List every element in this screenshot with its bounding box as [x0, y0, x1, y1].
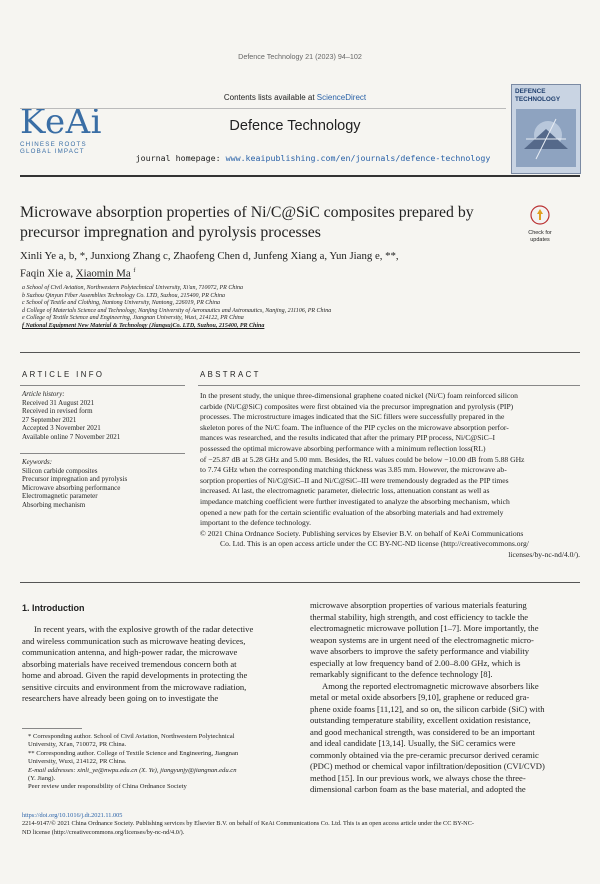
footnote-line: (Y. Jiang).: [28, 775, 56, 783]
article-info-heading: ARTICLE INFO: [22, 370, 105, 379]
publisher-logo[interactable]: [20, 102, 120, 155]
masthead-rule-top: [20, 108, 506, 109]
keyword-item: Electromagnetic parameter: [22, 492, 98, 501]
intro-line: weapon systems are in urgent need of the electromagnetic micro-: [310, 634, 534, 645]
intro-line: phene oxide foams [11,12], and so on, the silicon carbide (SiC) with: [310, 703, 545, 714]
intro-line: absorbing materials have received tremendous concern both at: [22, 658, 237, 669]
intro-heading: 1. Introduction: [22, 603, 85, 613]
intro-line: dimensional carbon foam as the base material, and adopted the: [310, 784, 526, 794]
intro-line: communication antenna, and high-power radar, the microwave: [22, 647, 238, 657]
intro-line: home and abroad. Given the rapid developments in protecting the: [22, 670, 248, 680]
bottom-license: [22, 812, 582, 837]
check-updates-icon: [530, 205, 550, 225]
keyword-item: Microwave absorbing performance: [22, 483, 121, 492]
abstract-copyright-3: licenses/by-nc-nd/4.0/).: [508, 549, 580, 559]
footnote-line: * Corresponding author. School of Civil Aviation, Northwestern Polytechnical: [28, 733, 235, 740]
homepage-link[interactable]: www.keaipublishing.com/en/journals/defence-technology: [225, 153, 491, 163]
abstract-line: mances was researched, and the results indicated that after the primary PIP process, Ni/C@SiC–I: [200, 433, 495, 443]
journal-homepage: journal homepage: www.keaipublishing.com/en/journals/defence-technology: [135, 153, 491, 163]
affiliations: [22, 285, 582, 331]
logo-tagline-1: CHINESE ROOTS: [20, 141, 87, 148]
intro-line: and good mechanical strength, was considered to be an important: [310, 726, 535, 737]
footnote-emails: E-mail addresses: xinli_ye@nwpu.edu.cn (X. Ye), jiangyunjy@jiangnan.edu.cn: [28, 766, 237, 774]
abstract-rule: [198, 385, 580, 386]
authors-line-1: Xinli Ye a, b, *, Junxiong Zhang c, Zhaofeng Chen d, Junfeng Xiang a, Yun Jiang e, **,: [20, 250, 399, 262]
intro-line: and wireless communication such as microwave heating devices,: [22, 635, 246, 646]
keywords-rule: [20, 453, 185, 454]
sciencedirect-link[interactable]: ScienceDirect: [316, 93, 367, 102]
intro-line: outstanding temperature stability, excellent oxidation resistance,: [310, 715, 531, 725]
check-updates-line2: updates: [530, 236, 550, 243]
keyword-item: Silicon carbide composites: [22, 466, 98, 475]
journal-cover[interactable]: [511, 84, 581, 174]
license-line-2: ND license (http://creativecommons.org/licenses/by-nc-nd/4.0/).: [22, 828, 185, 836]
intro-right-column: [310, 600, 582, 796]
intro-line: metal or metal oxide absorbers [9,10], graphene or reduced gra-: [310, 692, 530, 702]
abstract-line: of −25.87 dB at 5.28 GHz and 5.00 mm. Besides, the RL values could be below −10.00 dB from 5.88 GHz: [200, 454, 525, 464]
cover-title-2: TECHNOLOGY: [515, 96, 561, 103]
authors: [20, 249, 520, 282]
keywords-label: Keywords:: [22, 458, 53, 466]
footnote-line: University, Xi'an, 710072, PR China.: [28, 741, 127, 749]
intro-line: especially at low frequency band of 2.00–8.00 GHz, which is: [310, 657, 521, 668]
keyword-item: Precursor impregnation and pyrolysis: [22, 475, 128, 484]
abstract-body: [200, 391, 580, 561]
article-history: [22, 390, 182, 442]
intro-line: Among the reported electromagnetic microwave absorbers like: [322, 680, 539, 691]
check-for-updates-badge[interactable]: [515, 205, 565, 243]
title-line-1: Microwave absorption properties of Ni/C@SiC composites prepared by: [20, 204, 474, 221]
keyword-item: Absorbing mechanism: [22, 500, 86, 509]
affiliations-rule: [20, 352, 580, 353]
history-revised-label: Received in revised form: [22, 407, 93, 416]
check-updates-line1: Check for: [528, 230, 552, 236]
masthead-rule-bottom: [20, 175, 580, 177]
abstract-line: impedance matching coefficient were further investigated to analyze the absorbing mechanism, which: [200, 496, 510, 506]
abstract-line: skeleton pores of the Ni/C foam. The influence of the PIP cycles on the microwave absorption perfor-: [200, 422, 509, 432]
footnotes: [28, 733, 294, 792]
abstract-line: carbide (Ni/C@SiC) composites were first obtained via the precursor impregnation and pyrolysis (PIP): [200, 401, 514, 411]
abstract-heading: ABSTRACT: [200, 370, 261, 379]
intro-line: and ideal candidate [13,14]. Usually, the SiC ceramics were: [310, 738, 516, 748]
cover-title-1: DEFENCE: [515, 88, 546, 95]
contents-available: Contents lists available at ScienceDirect: [223, 93, 367, 102]
intro-line: commonly obtained via the pre-ceramic precursor derived ceramic: [310, 749, 539, 760]
article-title: [20, 203, 510, 242]
title-line-2: precursor impregnation and pyrolysis processes: [20, 223, 321, 241]
affiliation-b: b Suzhou Qinyun Fiber Assemblies Technology Co. LTD, Suzhou, 215400, PR China: [22, 292, 226, 299]
doi-link[interactable]: https://doi.org/10.1016/j.dt.2021.11.005: [22, 812, 123, 819]
logo-main: KeAi: [20, 102, 103, 142]
intro-line: researchers have already been going on to investigate the: [22, 693, 219, 703]
affiliation-f: f National Equipment New Material & Technology (Jiangsu)Co. LTD, Suzhou, 215400, PR China: [22, 322, 265, 329]
intro-line: remarkably significant to the defence technology [8].: [310, 669, 493, 679]
intro-line: microwave absorption properties of various materials featuring: [310, 600, 527, 610]
article-info-rule: [20, 385, 185, 386]
abstract-line: increased. At last, the electromagnetic parameter, dielectric loss, attenuation constant as well as: [200, 486, 490, 496]
abstract-line: processes. The microstructure images indicated that the SiC fillers were successfully prepared in the: [200, 412, 505, 422]
intro-line: (PDC) method or chemical vapor infiltration/deposition (CVI/CVD): [310, 761, 545, 771]
affiliation-c: c School of Textile and Clothing, Nantong University, Nantong, 226019, PR China: [22, 300, 220, 307]
journal-title: Defence Technology: [229, 118, 361, 134]
abstract-line: important to the defence technology.: [200, 518, 312, 528]
history-revised-date: 27 September 2021: [22, 415, 77, 424]
affiliation-e: e College of Textile Science and Engineering, Jiangnan University, Wuxi, 214122, PR China: [22, 315, 244, 322]
history-received: Received 31 August 2021: [22, 398, 95, 407]
abstract-copyright-2: Co. Ltd. This is an open access article under the CC BY-NC-ND license (http://creativecommons.org/: [220, 539, 529, 549]
intro-left-column: [22, 624, 292, 705]
abstract-line: possessed the optimal microwave absorbing performance with a minimum reflection loss(RL): [200, 443, 486, 453]
history-online: Available online 7 November 2021: [22, 432, 121, 441]
cover-artwork: [516, 109, 576, 167]
intro-line: electromagnetic microwave pollution [1–7]. More importantly, the: [310, 623, 539, 633]
abstract-copyright-1: © 2021 China Ordnance Society. Publishing services by Elsevier B.V. on behalf of KeAi Communications: [200, 528, 524, 538]
abstract-line: opened a new path for the certain scientific evaluation of the absorbing materials and had extremely: [200, 507, 504, 517]
affiliation-d: d College of Materials Science and Technology, Nanjing University of Aeronautics and Astronautics, Nanjing, 211106, PR China: [22, 307, 332, 314]
author-xiaomin-ma[interactable]: Xiaomin Ma: [75, 267, 131, 280]
abstract-line: sorption properties of Ni/C@SiC–II and Ni/C@SiC–III were tremendously degraded as the PIP times: [200, 475, 509, 485]
authors-line-2: Faqin Xie a, Xiaomin Ma $^f$: [20, 267, 136, 280]
footnote-rule: [22, 728, 82, 729]
license-line-1: 2214-9147/© 2021 China Ordnance Society. Publishing services by Elsevier B.V. on behalf of KeAi Communications Co. Ltd. This is an open access article under the CC BY-NC-: [22, 820, 475, 828]
history-label: Article history:: [22, 390, 65, 398]
abstract-line: In the present study, the unique three-dimensional graphene coated nickel (Ni/C) foam reinforced silicon: [200, 391, 518, 400]
intro-line: thermal stability, high strength, and cost efficiency to tackle the: [310, 611, 529, 622]
intro-line: In recent years, with the explosive growth of the radar detective: [34, 624, 254, 634]
history-accepted: Accepted 3 November 2021: [22, 424, 101, 433]
keywords: [22, 458, 182, 510]
logo-tagline-2: GLOBAL IMPACT: [20, 148, 85, 155]
intro-line: wave absorbers to improve the safety performance and viability: [310, 646, 530, 656]
intro-line: method [15]. In our previous work, we always chose the three-: [310, 772, 526, 783]
abstract-line: to 7.74 GHz when the corresponding matching thickness was 3.85 mm. However, the microwave ab-: [200, 465, 507, 475]
running-header: Defence Technology 21 (2023) 94–102: [238, 52, 362, 61]
footnote-line: University, Wuxi, 214122, PR China.: [28, 758, 127, 766]
intro-line: sensitive circuits and environment from the microwave radiation,: [22, 681, 247, 692]
footnote-line: ** Corresponding author. College of Textile Science and Engineering, Jiangnan: [28, 749, 239, 757]
affiliation-a: a School of Civil Aviation, Northwestern Polytechnical University, Xi'an, 710072, PR China: [22, 285, 243, 291]
abstract-end-rule: [20, 582, 580, 583]
footnote-line: Peer review under responsibility of China Ordnance Society: [28, 783, 187, 791]
